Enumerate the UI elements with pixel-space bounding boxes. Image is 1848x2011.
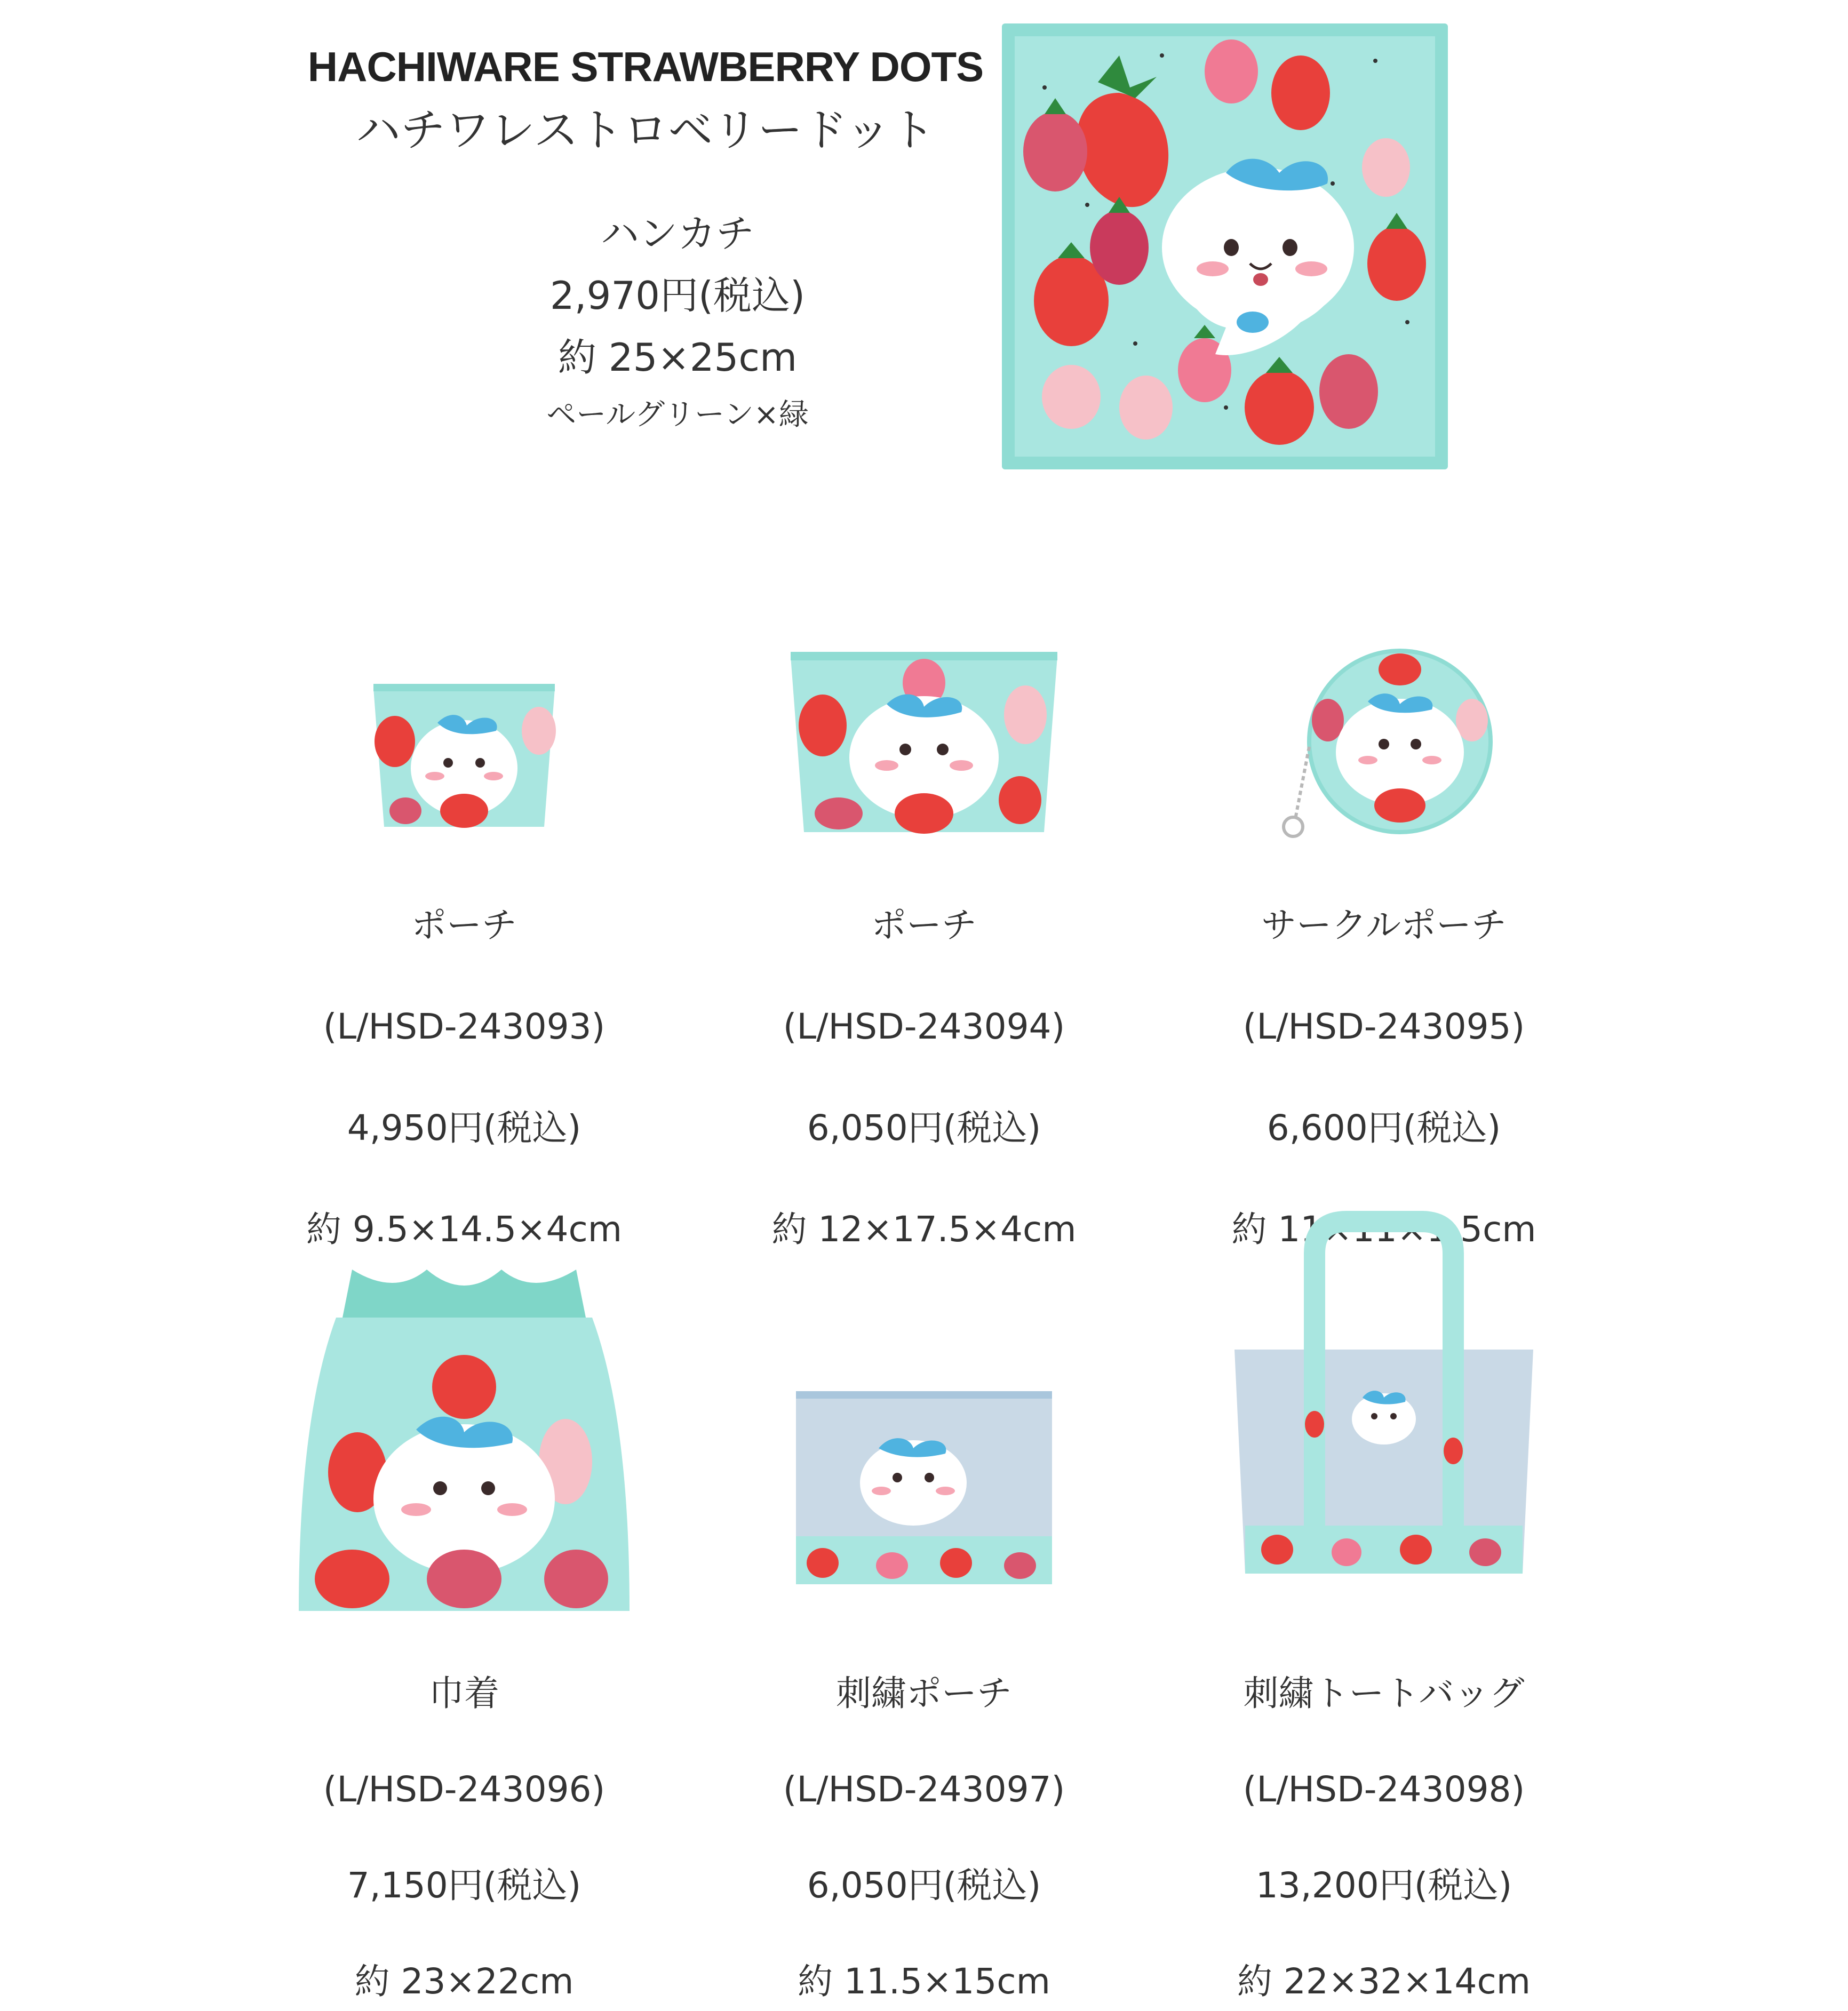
product-size: 約 11×11×1.5cm — [1231, 1209, 1536, 1250]
product-code: (L/HSD-243098) — [1242, 1769, 1525, 1810]
product-code: (L/HSD-243094) — [783, 1006, 1065, 1047]
product-price: 7,150円(税込) — [347, 1865, 582, 1906]
product-price: 6,050円(税込) — [807, 1865, 1041, 1906]
title-japanese: ハチワレストロベリードット — [355, 104, 936, 156]
product-drawstring-bag[interactable] — [229, 1206, 699, 2011]
product-embroidered-pouch[interactable] — [689, 1206, 1159, 2011]
handkerchief-color: ペールグリーン×緑 — [546, 397, 809, 432]
handkerchief-image — [1002, 23, 1448, 469]
product-code: (L/HSD-243093) — [323, 1006, 606, 1047]
product-name: 刺繍トートバッグ — [1243, 1673, 1525, 1714]
product-pouch-m[interactable] — [689, 613, 1159, 1259]
product-name: サークルポーチ — [1261, 905, 1507, 946]
handkerchief-info — [459, 203, 896, 442]
product-size: 約 22×32×14cm — [1237, 1961, 1531, 2002]
product-code: (L/HSD-243097) — [783, 1769, 1065, 1810]
pouch-s-image — [363, 672, 565, 832]
product-price: 13,200円(税込) — [1255, 1865, 1512, 1906]
circle-pouch-image — [1266, 640, 1501, 853]
drawstring-bag-image — [288, 1259, 640, 1622]
product-name: ポーチ — [411, 905, 517, 946]
product-code: (L/HSD-243096) — [323, 1769, 606, 1810]
product-price: 6,050円(税込) — [807, 1107, 1041, 1148]
embroidered-tote-image — [1224, 1211, 1544, 1584]
product-name: 巾着 — [429, 1673, 499, 1714]
pouch-m-image — [780, 635, 1068, 837]
product-price: 4,950円(税込) — [347, 1107, 582, 1148]
product-size: 約 11.5×15cm — [798, 1961, 1050, 2002]
handkerchief-name: ハンカチ — [600, 211, 754, 256]
product-circle-pouch[interactable] — [1149, 613, 1619, 1259]
product-code: (L/HSD-243095) — [1242, 1006, 1525, 1047]
product-price: 6,600円(税込) — [1266, 1107, 1501, 1148]
product-size: 約 9.5×14.5×4cm — [306, 1209, 623, 1250]
title-english: HACHIWARE STRAWBERRY DOTS — [307, 43, 984, 90]
product-pouch-s[interactable] — [229, 613, 699, 1259]
product-size: 約 12×17.5×4cm — [771, 1209, 1077, 1250]
page-header — [299, 43, 992, 159]
embroidered-pouch-image — [785, 1382, 1063, 1595]
product-embroidered-tote[interactable] — [1149, 1206, 1619, 2011]
product-size: 約 23×22cm — [354, 1961, 574, 2002]
product-name: 刺繍ポーチ — [836, 1673, 1012, 1714]
product-name: ポーチ — [871, 905, 977, 946]
handkerchief-price: 2,970円(税込) — [549, 273, 806, 318]
handkerchief-size: 約 25×25cm — [557, 335, 798, 380]
